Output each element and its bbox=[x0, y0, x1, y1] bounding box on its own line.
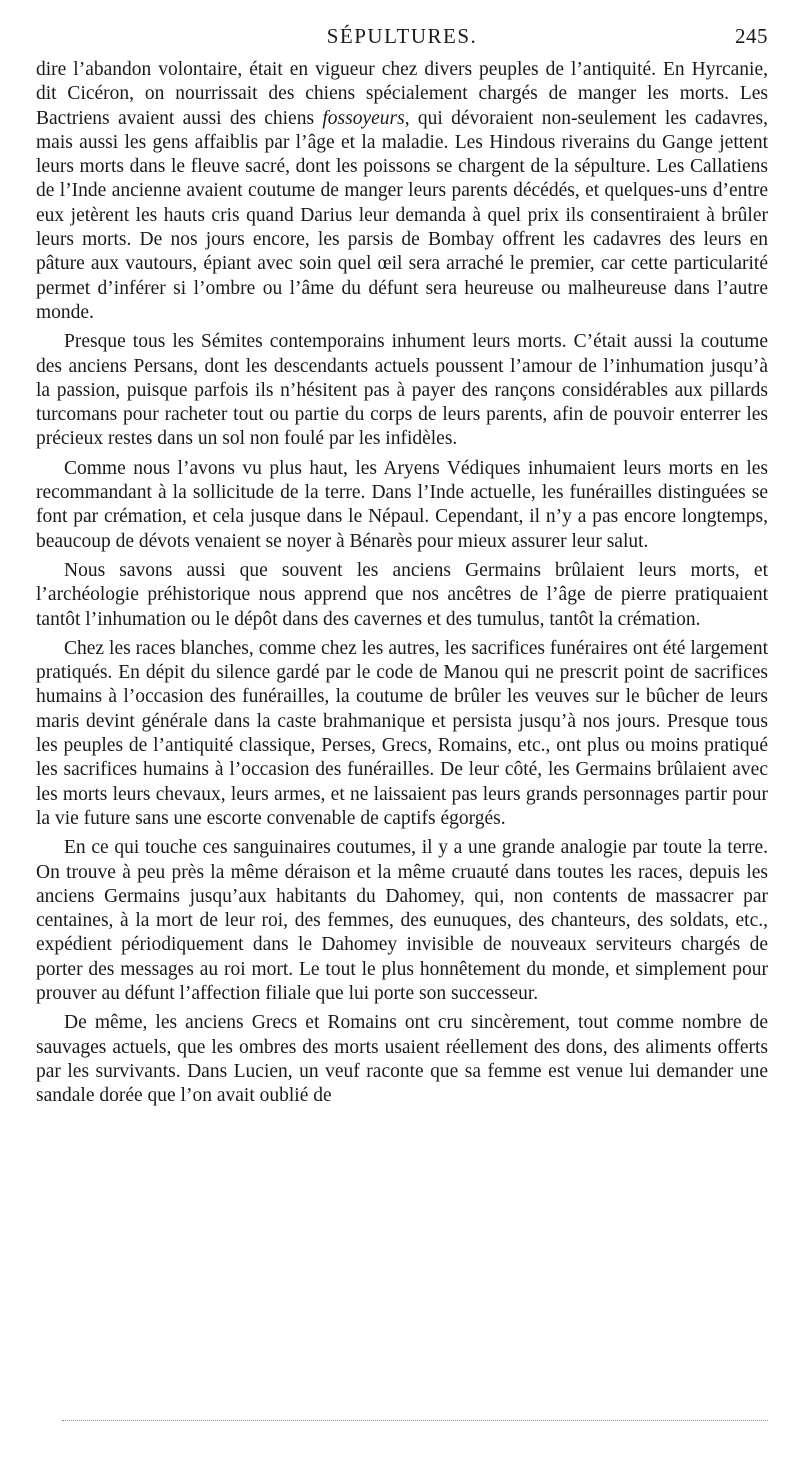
paragraph-2: Presque tous les Sémites contemporains inhument leurs morts. C’était aussi la coutume des anciens Persans, dont les descendants actuels poussent l’amour de l’inhumation jusqu’à la passion, puisque parfois ils n’hésitent pas à payer des rançons considérables aux pillards turcomans pour racheter tout ou partie du corps de leurs parents, afin de pouvoir enterrer les précieux restes dans un sol non foulé par les infidèles. bbox=[36, 331, 768, 450]
paragraph-1-text-before: dire l’abandon volontaire, était en vigueur chez divers peuples de l’antiquité. En Hyrcanie, dit Cicéron, on nourrissait des chiens spécialement chargés de manger les morts. Les Bactriens avaient aussi des chiens bbox=[36, 59, 768, 129]
footer-dotted-rule bbox=[62, 1420, 768, 1421]
page-body bbox=[36, 58, 768, 1108]
paragraph-7: De même, les anciens Grecs et Romains ont cru sincèrement, tout comme nombre de sauvages actuels, que les ombres des morts usaient réellement des dons, des aliments offerts par les survivants. Dans Lucien, un veuf raconte que sa femme est venue lui demander une sandale dorée que l’on avait oublié de bbox=[36, 1012, 768, 1107]
paragraph-1-text-after: , qui dévoraient non-seulement les cadavres, mais aussi les gens affaiblis par l’âge et la maladie. Les Hindous riverains du Gange jettent leurs morts dans le fleuve sacré, dont les poissons se chargent de la sépulture. Les Callatiens de l’Inde ancienne avaient coutume de manger leurs parents décédés, et quelques-uns d’entre eux jetèrent les hauts cris quand Darius leur demanda à quel prix ils consentiraient à brûler leurs morts. De nos jours encore, les parsis de Bombay offrent les cadavres des leurs en pâture aux vautours, épiant avec soin quel œil sera arraché le premier, car cette particularité permet d’inférer si l’ombre ou l’âme du défunt sera heureuse ou malheureuse dans l’autre monde. bbox=[36, 107, 768, 323]
running-title: SÉPULTURES. bbox=[326, 24, 478, 48]
paragraph-5: Chez les races blanches, comme chez les autres, les sacrifices funéraires ont été largement pratiqués. En dépit du silence gardé par le code de Manou qui ne prescrit point de sacrifices humains à l’occasion des funérailles, la coutume de brûler les veuves sur le bûcher de leurs maris devint générale dans la caste brahmanique et persista jusqu’à nos jours. Presque tous les peuples de l’antiquité classique, Perses, Grecs, Romains, etc., ont plus ou moins pratiqué les sacrifices humains à l’occasion des funérailles. De leur côté, les Germains brûlaient avec les morts leurs chevaux, leurs armes, et ne laissaient pas leurs grands personnages partir pour la vie future sans une escorte convenable de captifs égorgés. bbox=[36, 637, 768, 829]
paragraph-6: En ce qui touche ces sanguinaires coutumes, il y a une grande analogie par toute la terre. On trouve à peu près la même déraison et la même cruauté dans toutes les races, depuis les anciens Germains jusqu’aux habitants du Dahomey, qui, non contents de massacrer par centaines, à la mort de leur roi, des femmes, des eunuques, des chanteurs, des soldats, etc., expédient périodiquement dans le Dahomey invisible de nouveaux serviteurs chargés de porter des messages au roi mort. Le tout le plus honnêtement du monde, et simplement pour prouver au défunt l’affection filiale que lui porte son successeur. bbox=[36, 837, 768, 1004]
paragraph-1-emphasis: fossoyeurs bbox=[322, 107, 405, 129]
running-header bbox=[36, 24, 768, 58]
book-page bbox=[36, 24, 768, 1108]
paragraph-1 bbox=[36, 58, 768, 325]
page-number: 245 bbox=[735, 24, 768, 48]
paragraph-4: Nous savons aussi que souvent les anciens Germains brûlaient leurs morts, et l’archéologie préhistorique nous apprend que nos ancêtres de l’âge de pierre pratiquaient tantôt l’inhumation ou le dépôt dans des cavernes et des tumulus, tantôt la crémation. bbox=[36, 559, 768, 630]
paragraph-3: Comme nous l’avons vu plus haut, les Aryens Védiques inhumaient leurs morts en les recommandant à la sollicitude de la terre. Dans l’Inde actuelle, les funérailles distinguées se font par crémation, et cela jusque dans le Népaul. Cependant, il n’y a pas encore longtemps, beaucoup de dévots venaient se noyer à Bénarès pour mieux assurer leur salut. bbox=[36, 457, 768, 552]
